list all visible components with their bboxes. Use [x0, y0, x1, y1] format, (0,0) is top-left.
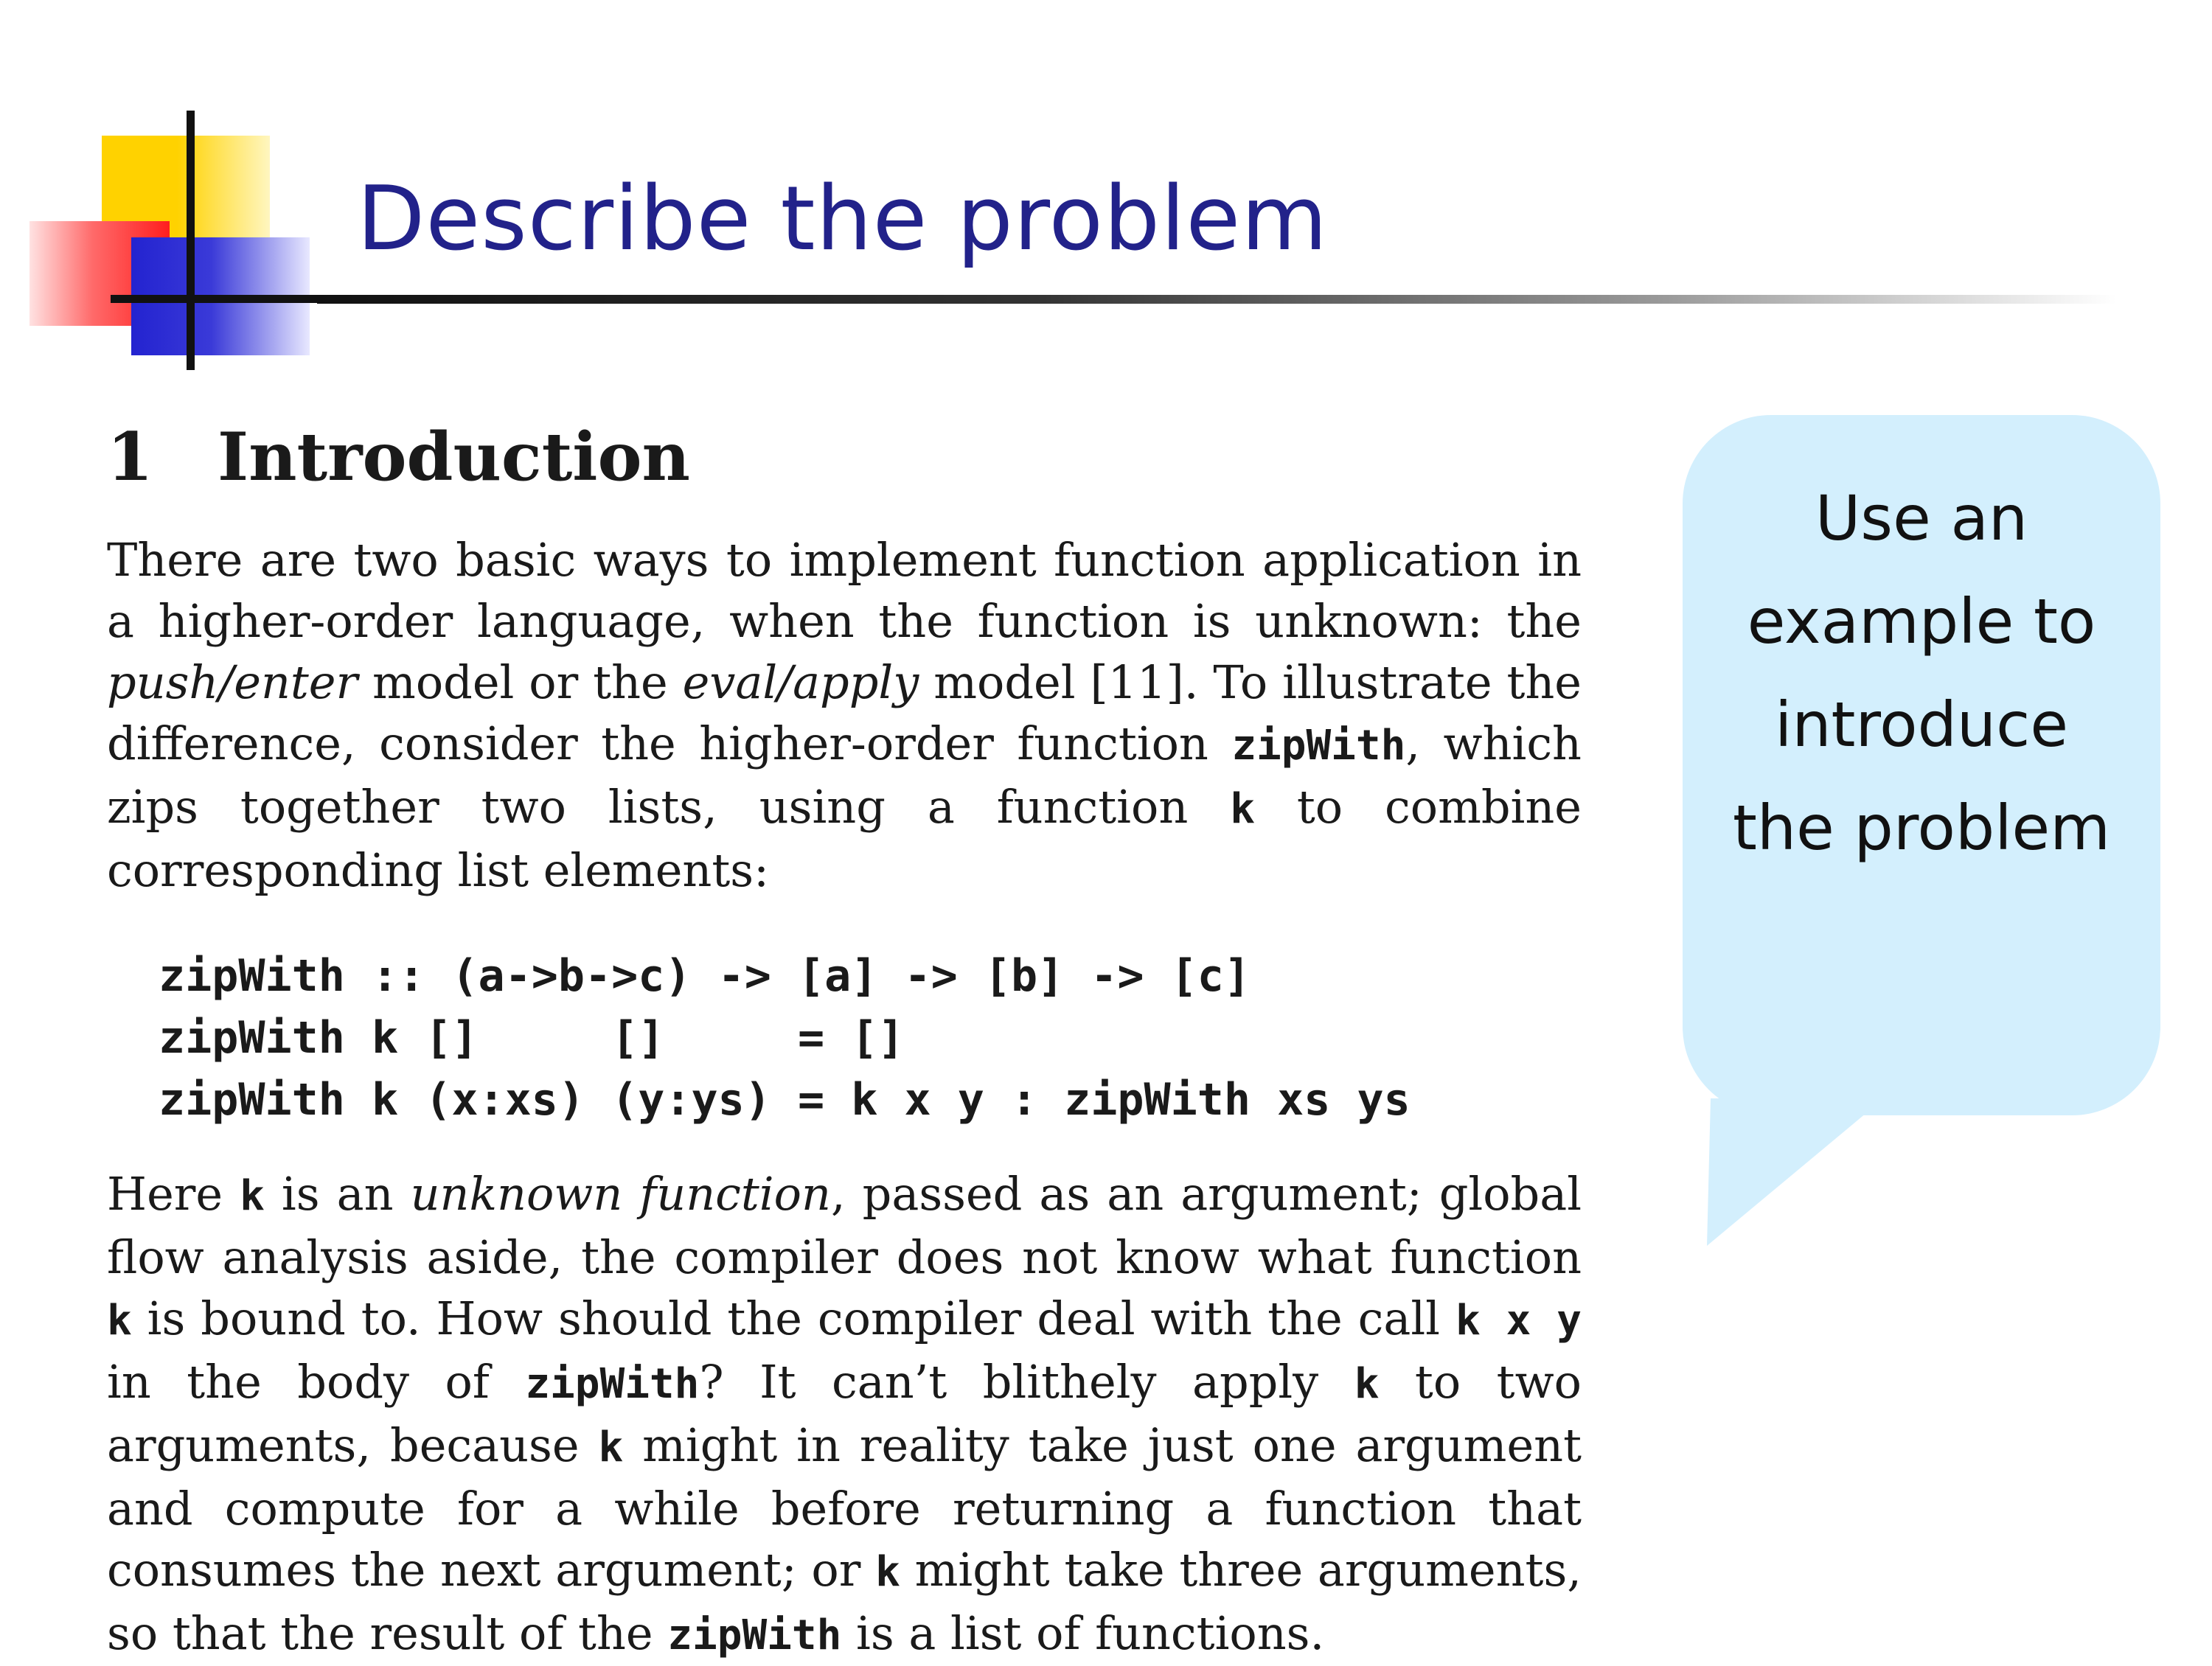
text-run: might take three arguments, so that the result of the — [107, 1543, 1582, 1660]
code-k: k — [875, 1548, 900, 1596]
text-run: is a list of functions. — [841, 1606, 1325, 1660]
text-run: to combine corresponding list elements: — [107, 780, 1582, 897]
logo-vertical-line — [187, 111, 195, 370]
callout-line: introduce — [1774, 689, 2068, 761]
callout-line: Use an — [1815, 482, 2028, 554]
text-run: model [11]. To illustrate the difference, consider the higher-order function — [107, 655, 1582, 770]
text-run: might in reality take just one argument and compute for a while before returning a function that consumes the next argument; or — [107, 1418, 1582, 1597]
emphasis-eval-apply: eval/apply — [682, 655, 919, 709]
text-run: , which zips together two lists, using a function — [107, 717, 1582, 834]
callout-line: example to — [1747, 585, 2096, 658]
corner-logo — [0, 0, 339, 383]
explanation-paragraph — [107, 1163, 1582, 1666]
text-run: in the body of — [107, 1355, 526, 1409]
text-run: ? It can’t blithely apply — [699, 1355, 1354, 1409]
code-k: k — [240, 1172, 265, 1220]
text-run: is an — [264, 1167, 411, 1221]
code-zipwith: zipWith — [667, 1611, 842, 1659]
text-run: There are two basic ways to implement function application in a higher-order language, when the function is unknown: the — [107, 533, 1582, 648]
code-k-x-y: k x y — [1455, 1297, 1582, 1345]
code-zipwith: zipWith — [1231, 722, 1406, 770]
code-line: zipWith k (x:xs) (y:ys) = k x y : zipWith xs ys — [159, 1074, 1411, 1126]
text-run: model or the — [358, 655, 683, 709]
slide-title: Describe the problem — [357, 168, 1329, 271]
code-line: zipWith k [] [] = [] — [159, 1012, 905, 1064]
code-k: k — [598, 1423, 624, 1471]
code-k: k — [1230, 785, 1255, 833]
text-run: , passed as an argument; global flow analysis aside, the compiler does not know what function — [107, 1167, 1582, 1284]
section-heading — [107, 413, 1582, 501]
text-run: Here — [107, 1167, 240, 1221]
text-run: is bound to. How should the compiler deal with the call — [131, 1292, 1455, 1345]
logo-horizontal-line — [111, 295, 317, 303]
text-run: to two arguments, because — [107, 1355, 1582, 1472]
intro-paragraph — [107, 529, 1582, 901]
emphasis-unknown-function: unknown function — [410, 1167, 831, 1221]
section-number: 1 — [107, 418, 153, 496]
code-line: zipWith :: (a->b->c) -> [a] -> [b] -> [c] — [159, 950, 1251, 1002]
callout-tail — [1696, 1098, 1910, 1261]
callout-line: the problem — [1732, 792, 2111, 864]
code-block — [159, 945, 1582, 1131]
section-title: Introduction — [218, 418, 690, 496]
paper-excerpt — [107, 413, 1582, 1666]
code-k: k — [107, 1297, 132, 1345]
title-underline — [317, 295, 2116, 304]
emphasis-push-enter: push/enter — [107, 655, 358, 709]
callout-bubble — [1683, 415, 2160, 1115]
code-zipwith: zipWith — [525, 1360, 700, 1408]
callout-text — [1683, 467, 2160, 879]
code-k: k — [1354, 1360, 1380, 1408]
